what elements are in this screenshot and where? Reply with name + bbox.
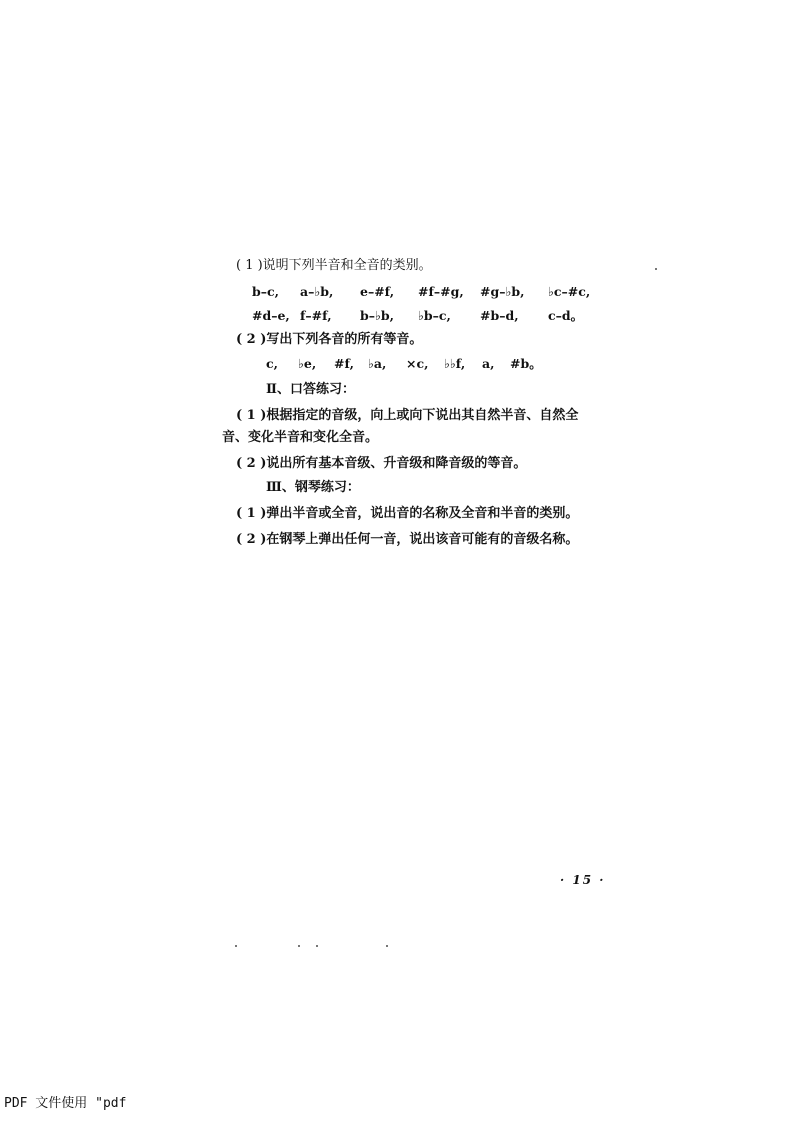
interval-item: c–d。 [548, 308, 584, 323]
pdf-footer-text: PDF 文件使用 "pdf [4, 1096, 127, 1111]
interval-item: #b–d, [480, 308, 519, 323]
interval-item: #f–#g, [418, 284, 464, 299]
scan-speck [386, 945, 388, 947]
scan-speck [316, 945, 318, 947]
section-heading-oral: Ⅱ、口答练习： [266, 382, 355, 397]
exercise-2-instruction: ( 2 )写出下列各音的所有等音。 [236, 332, 423, 347]
section-heading-piano: Ⅲ、钢琴练习： [266, 480, 360, 495]
oral-item-1-line-1: ( 1 )根据指定的音级，向上或向下说出其自然半音、自然全 [236, 408, 579, 423]
interval-item: #d–e, [252, 308, 290, 323]
piano-item-1: ( 1 )弹出半音或全音，说出音的名称及全音和半音的类别。 [236, 506, 579, 521]
page-number: · 15 · [560, 873, 606, 887]
note-item: #f, [334, 356, 354, 371]
interval-item: f–#f, [300, 308, 332, 323]
scan-speck [655, 268, 657, 270]
interval-item: #g–♭b, [480, 284, 525, 299]
scan-speck [298, 945, 300, 947]
exercise-1-instruction: ( 1 )说明下列半音和全音的类别。 [236, 258, 432, 273]
note-item: ♭a, [368, 356, 387, 371]
note-item: ♭e, [298, 356, 317, 371]
piano-item-2: ( 2 )在钢琴上弹出任何一音，说出该音可能有的音级名称。 [236, 532, 579, 547]
interval-item: a–♭b, [300, 284, 334, 299]
note-item: ×c, [406, 356, 429, 371]
interval-item: b–♭b, [360, 308, 394, 323]
interval-item: ♭b–c, [418, 308, 451, 323]
note-item: a, [482, 356, 495, 371]
scan-speck [235, 945, 237, 947]
note-item: #b。 [510, 356, 542, 371]
interval-item: b–c, [252, 284, 279, 299]
oral-item-2: ( 2 )说出所有基本音级、升音级和降音级的等音。 [236, 456, 527, 471]
note-item: c, [266, 356, 278, 371]
interval-item: ♭c–#c, [548, 284, 591, 299]
note-item: ♭♭f, [444, 356, 466, 371]
interval-item: e–#f, [360, 284, 395, 299]
oral-item-1-line-2: 音、变化半音和变化全音。 [222, 430, 379, 445]
